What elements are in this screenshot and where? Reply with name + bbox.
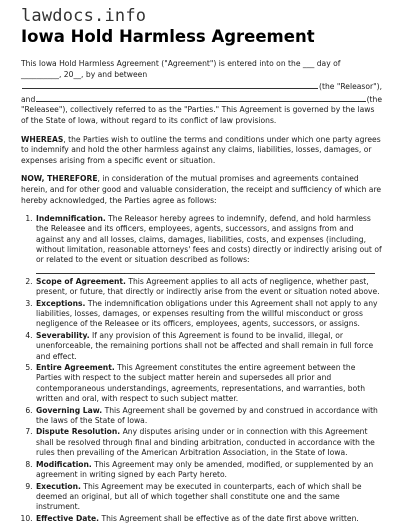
clause-heading: Dispute Resolution. bbox=[36, 427, 121, 437]
now-therefore-label: NOW, THEREFORE bbox=[21, 174, 98, 184]
now-therefore-text: , in consideration of the mutual promises and agreements contained herein, and for other good and valuable consideration, the receipt and sufficiency of which are hereby acknowledged, the Parties agree as follows: bbox=[21, 174, 382, 205]
clause-text: If any provision of this Agreement is found to be invalid, illegal, or unenforceable, the remaining portions shall not be affected and shall remain in full force and effect. bbox=[36, 331, 374, 361]
releasor-suffix: (the "Releasor"), bbox=[319, 82, 382, 92]
clause-heading: Scope of Agreement. bbox=[36, 277, 126, 287]
clause-text: This Agreement applies to all acts of negligence, whether past, present, or future, that directly or indirectly arise from the event or situation noted above. bbox=[36, 277, 380, 297]
clause-text: The indemnification obligations under this Agreement shall not apply to any liabilities, losses, damages, or expenses resulting from the willful misconduct or gross negligence of the Releasee or its officers, employees, agents, successors, or assigns. bbox=[36, 299, 378, 329]
clause-item bbox=[35, 214, 382, 274]
event-description-blank[interactable] bbox=[36, 265, 375, 274]
clause-text: Any disputes arising under or in connection with this Agreement shall be resolved through final and binding arbitration, conducted in accordance with the rules then prevailing of the American Arbitration Association, in the State of Iowa. bbox=[36, 427, 375, 457]
intro-line-4: "Releasee"), collectively referred to as the "Parties." This Agreement is governed by the laws of the State of Iowa, without regard to its conflict of law provisions. bbox=[21, 105, 375, 125]
clause-text: This Agreement shall be effective as of the date first above written. bbox=[99, 513, 359, 523]
clause-text: The Releasor hereby agrees to indemnify, defend, and hold harmless the Releasee and its officers, employees, agents, successors, and assigns from and against any and all losses, claims, damages, liabilities, costs, and expenses (including, without limitation, reasonable attorneys' fees and costs) directly or indirectly arising out of or related to the event or situation described as follows: bbox=[36, 214, 382, 264]
whereas-label: WHEREAS bbox=[21, 134, 64, 144]
intro-paragraph bbox=[21, 59, 382, 127]
clause-heading: Effective Date. bbox=[36, 513, 100, 523]
clause-heading: Governing Law. bbox=[36, 405, 103, 415]
clause-list bbox=[21, 214, 382, 524]
clause-item bbox=[35, 406, 382, 426]
clause-item bbox=[35, 460, 382, 480]
clause-heading: Exceptions. bbox=[36, 299, 86, 309]
intro-line-1: This Iowa Hold Harmless Agreement ("Agreement") is entered into on the ___ day of bbox=[21, 59, 341, 68]
releasor-name-blank[interactable] bbox=[22, 80, 318, 89]
releasee-name-blank[interactable] bbox=[36, 93, 365, 102]
releasor-line bbox=[21, 80, 382, 93]
releasee-suffix: (the bbox=[366, 94, 382, 104]
clause-item bbox=[35, 363, 382, 404]
document-title: Iowa Hold Harmless Agreement bbox=[21, 27, 315, 46]
clause-item bbox=[35, 482, 382, 513]
clause-item bbox=[35, 514, 382, 524]
clause-heading: Entire Agreement. bbox=[36, 363, 115, 373]
whereas-paragraph bbox=[21, 135, 382, 167]
clause-heading: Execution. bbox=[36, 481, 81, 491]
clause-text: This Agreement may only be amended, modified, or supplemented by an agreement in writing signed by each Party hereto. bbox=[36, 459, 374, 479]
releasee-line bbox=[21, 93, 382, 106]
clause-item bbox=[35, 277, 382, 297]
whereas-text: , the Parties wish to outline the terms and conditions under which one party agrees to indemnify and hold the other harmless against any claims, liabilities, losses, damages, or expenses arising from a specific event or situation. bbox=[21, 134, 381, 165]
intro-line-2: __________, 20__, by and between bbox=[21, 69, 148, 79]
clause-item bbox=[35, 331, 382, 362]
clause-heading: Modification. bbox=[36, 459, 92, 469]
site-brand: lawdocs.info bbox=[21, 6, 147, 26]
clause-heading: Indemnification. bbox=[36, 214, 106, 224]
clause-item bbox=[35, 427, 382, 458]
clause-text: This Agreement may be executed in counterparts, each of which shall be deemed an original, but all of which together shall constitute one and the same instrument. bbox=[36, 481, 362, 511]
clause-text: This Agreement shall be governed by and construed in accordance with the laws of the State of Iowa. bbox=[36, 405, 378, 425]
clause-text: This Agreement constitutes the entire agreement between the Parties with respect to the subject matter herein and supersedes all prior and contemporaneous understandings, agreements, representations, and warranties, both written and oral, with respect to such subject matter. bbox=[36, 363, 366, 403]
clause-item bbox=[35, 299, 382, 330]
clause-heading: Severability. bbox=[36, 331, 90, 341]
now-therefore-paragraph bbox=[21, 174, 382, 206]
and-word: and bbox=[21, 94, 36, 104]
